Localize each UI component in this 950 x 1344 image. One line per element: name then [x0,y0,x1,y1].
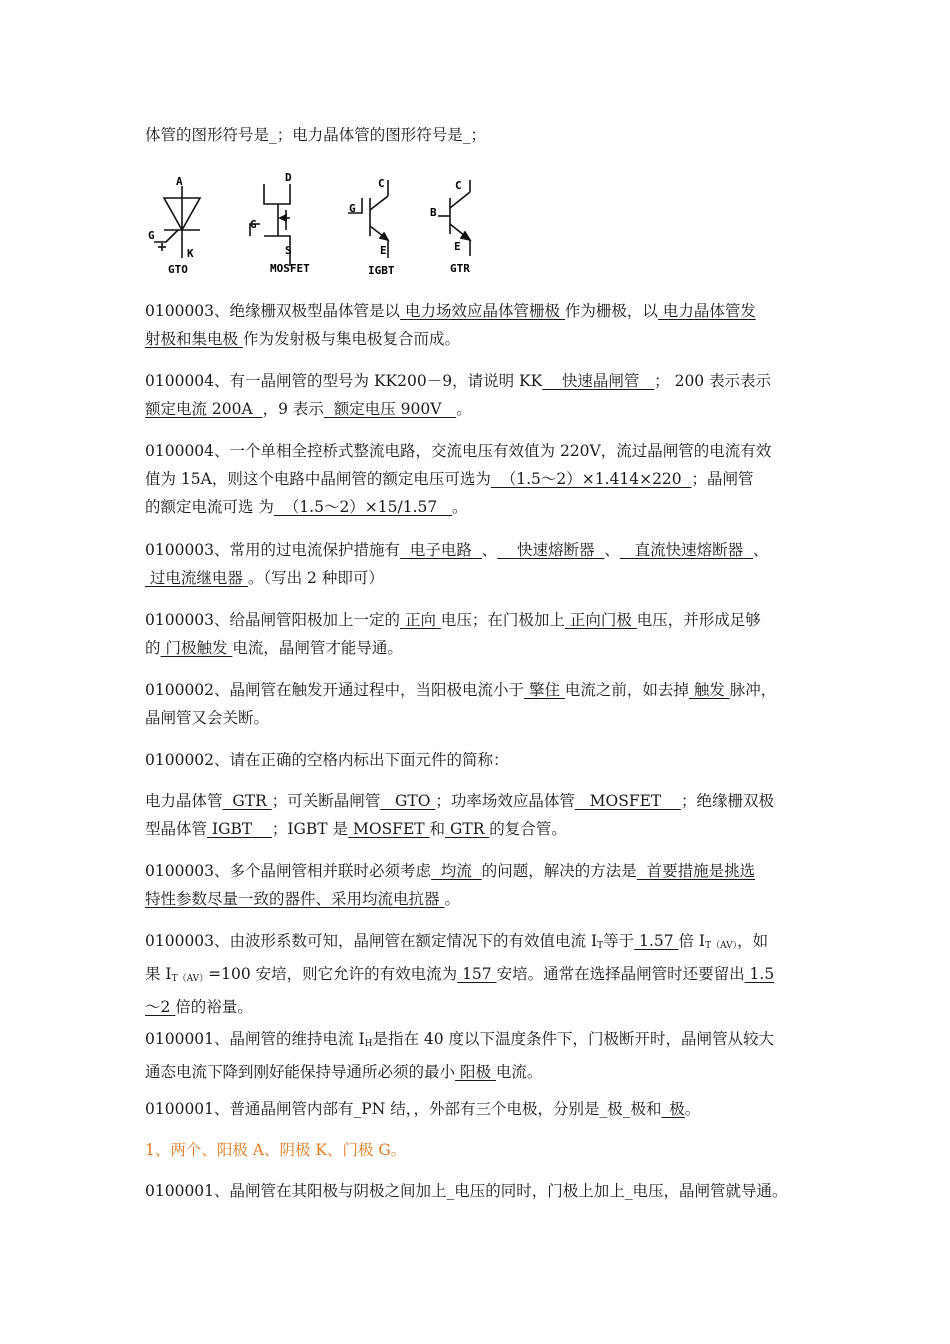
answer-blank: 擎住 [524,681,565,699]
question-holding-current: 0100001、晶闸管的维持电流 $I_H$是指在 40 度以下温度条件下，门极断开时，晶闸管从较大 通态电流下降到刚好能保持导通所必须的最小 阳极 电流。 [145,1030,775,1081]
igbt-name-label: IGBT [368,264,395,277]
igbt-emitter-label: E [380,244,387,257]
answer-blank: 正向门极 [564,611,637,629]
mosfet-drain-label: D [285,171,292,184]
gtr-base-label: B [430,206,437,219]
answer-blank: 快速熔断器 [497,541,605,559]
gto-cathode-label: K [187,247,194,260]
question-form-factor: 0100003、由波形系数可知，晶闸管在额定情况下的有效值电流 $I_T$等于 1.57 倍 $I_{T(AV)}$，如 果 $I_{T(AV)}=100$ 安培，则它允许的有效电流为 157 安培。通常在选择晶闸管时还要留出 1.5 ～2 倍的裕量。 [145,932,775,1016]
igbt-collector-label: C [378,177,385,190]
answer-blank: GTR [222,792,272,810]
answer-blank: GTR [445,820,490,838]
intro-paragraph: 体管的图形符号是_；电力晶体管的图形符号是_； [145,126,487,144]
mosfet-source-label: S [285,244,292,257]
question-conduction-condition: 0100001、晶闸管在其阳极与阴极之间加上_电压的同时，门极上加上_电压，晶闸管就导通。 [145,1182,788,1200]
gto-name-label: GTO [168,263,188,276]
answer-blank: 均流 [431,862,482,880]
question-pn-junctions: 0100001、普通晶闸管内部有_PN 结，，外部有三个电极，分别是_极_极和_极。 [145,1100,701,1118]
answer-blank: 正向 [400,611,441,629]
answer-blank: GTO [380,792,436,810]
answer-blank: MOSFET [348,820,430,838]
question-kk-model: 0100004、有一晶闸管的型号为 KK200－9，请说明 KK 快速晶闸管 ； 200 表示表示 额定电流 200A ，9 表示 额定电压 900V 。 [145,372,772,418]
mosfet-gate-label: G [250,218,257,231]
answer-blank: 电力场效应晶体管栅极 [400,302,565,320]
question-latching-current: 0100002、晶闸管在触发开通过程中，当阳极电流小于 擎住 电流之前，如去掉 触发 脉冲， 晶闸管又会关断。 [145,681,777,727]
answer-blank: 额定电流 200A [145,400,263,418]
answer-blank: 快速晶闸管 [542,372,655,390]
answer-blank: 电力晶体管发 [657,302,756,320]
answer-blank: （1.5～2）×15/1.57 [273,498,453,516]
gtr-emitter-label: E [454,240,461,253]
answer-blank: _极 [661,1100,685,1118]
answer-blank: 过电流继电器 [145,569,248,587]
answer-blank: MOSFET [574,792,681,810]
question-rated-voltage: 0100004、一个单相全控桥式整流电路，交流电压有效值为 220V，流过晶闸管的电流有效 值为 15A，则这个电路中晶闸管的额定电压可选为 （1.5～2）×1.414×220 ；晶闸管 的额定电流可选 为 （1.5～2）×15/1.57 。 [145,442,772,516]
question-turn-on-condition: 0100003、给晶闸管阳极加上一定的 正向 电压；在门极加上 正向门极 电压，并形成足够 的 门极触发 电流，晶闸管才能导通。 [145,611,761,657]
gtr-name-label: GTR [450,262,470,275]
answer-blank: 157 [457,965,497,983]
question-abbreviations: 电力晶体管 GTR ；可关断晶闸管 GTO ；功率场效应晶体管 MOSFET ；绝缘栅双极 型晶体管 IGBT ；IGBT 是 MOSFET 和 GTR 的复合管。 [145,792,774,838]
answer-blank: ～2 [145,998,176,1016]
answer-blank: 射极和集电极 [145,330,243,348]
answer-blank: IGBT [207,820,272,838]
gto-gate-label: G [148,229,155,242]
question-igbt-composition: 0100003、绝缘栅双极型晶体管是以 电力场效应晶体管栅极 作为栅极，以 电力晶体管发 射极和集电极 作为发射极与集电极复合而成。 [145,302,756,348]
question-parallel-current-sharing: 0100003、多个晶闸管相并联时必须考虑 均流 的问题，解决的方法是 首要措施是挑选 特性参数尽量一致的器件、采用均流电抗器 。 [145,862,756,908]
answer-blank: 额定电压 900V [323,400,457,418]
mosfet-name-label: MOSFET [270,262,310,275]
answer-blank: 1.5 [744,965,775,983]
question-abbreviations-intro: 0100002、请在正确的空格内标出下面元件的简称： [145,751,509,769]
device-symbols-figure [140,168,490,286]
answer-blank: 触发 [688,681,730,699]
answer-blank: （1.5～2）×1.414×220 [490,470,692,488]
igbt-gate-label: G [349,202,356,215]
answer-blank: 直流快速熔断器 [619,541,753,559]
answer-blank: 首要措施是挑选 [636,862,756,880]
answer-pn-junctions: 1、两个、阳极 A、阴极 K、门极 G。 [145,1141,407,1159]
answer-blank: 阳极 [455,1063,496,1081]
answer-blank: 1.57 [634,932,679,950]
gtr-collector-label: C [455,179,462,192]
gto-anode-label: A [176,175,183,188]
answer-blank: 电子电路 [400,541,482,559]
question-overcurrent-protection: 0100003、常用的过电流保护措施有 电子电路 、 快速熔断器 、 直流快速熔断器 、 过电流继电器 。（写出 2 种即可） [145,541,769,587]
answer-blank: 门极触发 [160,639,233,657]
answer-blank: 特性参数尽量一致的器件、采用均流电抗器 [145,890,445,908]
